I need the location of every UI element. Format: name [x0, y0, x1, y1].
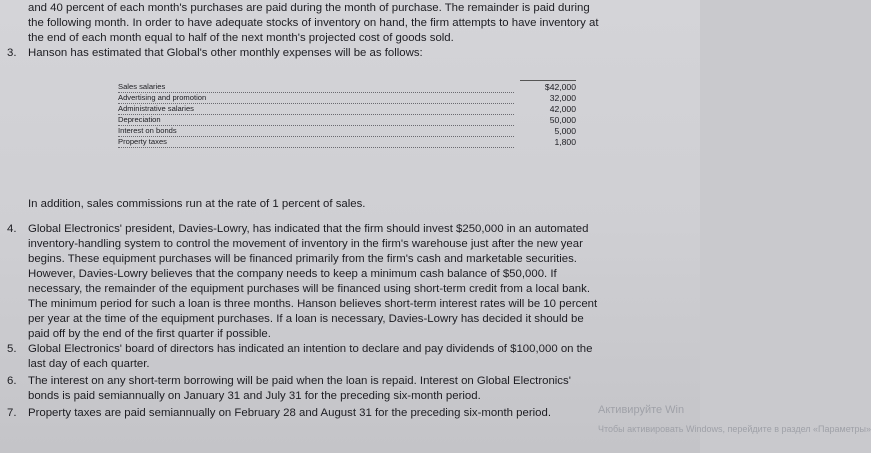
item-5-line-1: Global Electronics' board of directors has indicated an intention to declare and pay dividends of $100,000 on the: [28, 343, 593, 355]
item-6-line-2: bonds is paid semiannually on January 31 and July 31 for the preceding six-month period.: [28, 390, 481, 402]
windows-activation-watermark: Активируйте Win: [598, 404, 685, 416]
expense-value-sales-salaries: $42,000: [544, 82, 576, 92]
expense-value-interest: 5,000: [554, 126, 576, 136]
expense-label-interest: Interest on bonds: [118, 126, 180, 136]
expense-label-advertising: Advertising and promotion: [118, 93, 209, 103]
item-6-line-1: The interest on any short-term borrowing will be paid when the loan is repaid. Interest on Global Electronics': [28, 375, 571, 387]
item-4-line-7: per year at the time of the equipment purchases. If a loan is necessary, Davies-Lowry has decided it should be: [28, 313, 584, 325]
intro-line-1: and 40 percent of each month's purchases are paid during the month of purchase. The remainder is paid during: [28, 2, 590, 14]
item-6-number: 6.: [7, 375, 17, 387]
expense-value-admin-salaries: 42,000: [549, 104, 576, 114]
expense-label-sales-salaries: Sales salaries: [118, 82, 168, 92]
intro-line-3: the end of each month equal to half of the next month's projected cost of goods sold.: [28, 32, 454, 44]
item-4-line-5: necessary, the remainder of the equipment purchases will be financed using short-term credit from a local bank.: [28, 283, 591, 295]
item-4-line-8: paid off by the end of the first quarter if possible.: [28, 328, 271, 340]
item-4-line-3: begins. These equipment purchases will be financed primarily from the firm's cash and marketable securities.: [28, 253, 577, 265]
expense-value-depreciation: 50,000: [549, 115, 576, 125]
dot-leader: [118, 137, 514, 148]
item-4-number: 4.: [7, 223, 17, 235]
commission-note: In addition, sales commissions run at the rate of 1 percent of sales.: [28, 198, 366, 210]
item-7-line-1: Property taxes are paid semiannually on February 28 and August 31 for the preceding six-month period.: [28, 407, 552, 419]
item-4-line-1: Global Electronics' president, Davies-Lowry, has indicated that the firm should invest $250,000 in an automated: [28, 223, 589, 235]
expense-label-depreciation: Depreciation: [118, 115, 164, 125]
table-top-rule: [520, 80, 576, 81]
item-3-text: Hanson has estimated that Global's other monthly expenses will be as follows:: [28, 47, 423, 59]
item-4-line-2: inventory-handling system to control the movement of inventory in the firm's warehouse just after the new year: [28, 238, 583, 250]
intro-line-2: the following month. In order to have adequate stocks of inventory on hand, the firm attempts to have inventory at: [28, 17, 599, 29]
dot-leader: [118, 82, 514, 93]
item-4-line-6: The minimum period for such a loan is three months. Hanson believes short-term interest rates will be 10 percent: [28, 298, 598, 310]
windows-activation-watermark-sub: Чтобы активировать Windows, перейдите в раздел «Параметры»: [598, 424, 871, 434]
expense-label-admin-salaries: Administrative salaries: [118, 104, 197, 114]
item-3-number: 3.: [7, 47, 17, 59]
item-5-line-2: last day of each quarter.: [28, 358, 150, 370]
item-5-number: 5.: [7, 343, 17, 355]
expense-label-property-taxes: Property taxes: [118, 137, 170, 147]
dot-leader: [118, 115, 514, 126]
expense-value-advertising: 32,000: [549, 93, 576, 103]
expense-value-property-taxes: 1,800: [554, 137, 576, 147]
item-7-number: 7.: [7, 407, 17, 419]
item-4-line-4: However, Davies-Lowry believes that the company needs to keep a minimum cash balance of $50,000. If: [28, 268, 557, 280]
